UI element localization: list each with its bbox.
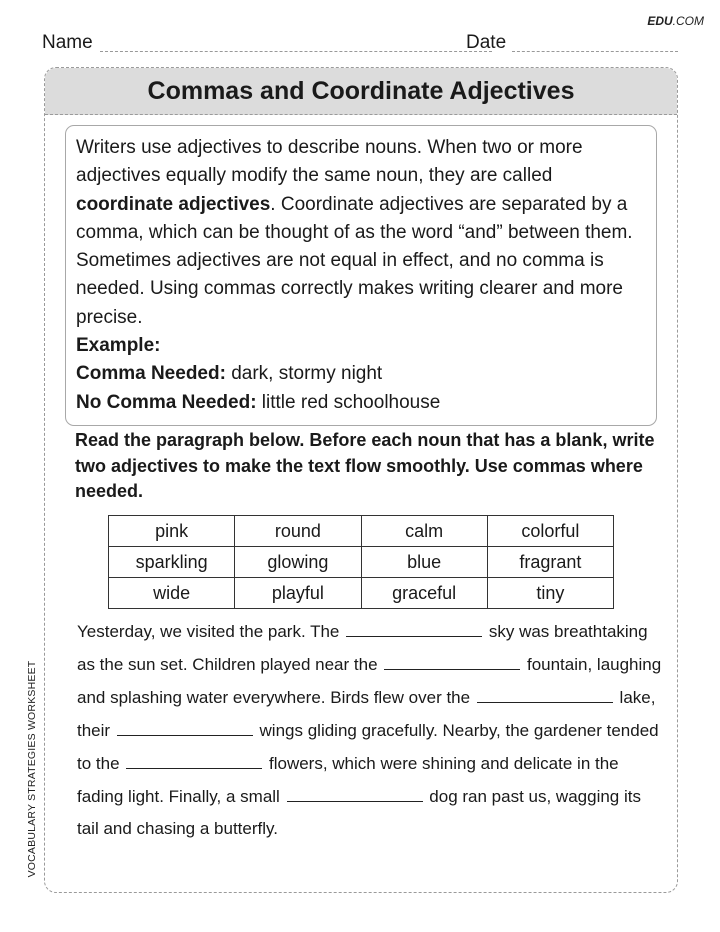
explanation-box — [65, 125, 657, 426]
page-title: Commas and Coordinate Adjectives — [147, 76, 575, 105]
no-comma-example — [76, 389, 646, 417]
word-bank-cell: sparkling — [109, 547, 235, 578]
word-bank-cell: calm — [361, 516, 487, 547]
intro-text-1: Writers use adjectives to describe nouns. When two or more adjectives equally modify the same noun, they are called — [76, 137, 583, 187]
edu-logo — [647, 14, 704, 28]
date-field[interactable] — [512, 51, 678, 52]
explanation-text — [76, 134, 646, 332]
practice-paragraph — [77, 616, 667, 846]
date-label: Date — [466, 32, 507, 53]
word-bank-cell: graceful — [361, 578, 487, 609]
title-bar — [45, 68, 677, 115]
worksheet-category-sidebar — [24, 653, 40, 885]
word-bank-cell: wide — [109, 578, 235, 609]
paragraph-text: lake, their — [77, 687, 656, 740]
word-bank-cell: pink — [109, 516, 235, 547]
logo-brand: EDU — [647, 14, 673, 28]
paragraph-text: Yesterday, we visited the park. The — [77, 622, 345, 641]
answer-blank-2[interactable] — [384, 655, 520, 670]
word-bank-row — [109, 578, 614, 609]
word-bank-table — [108, 515, 614, 609]
example-heading — [76, 332, 646, 360]
no-comma-text: little red schoolhouse — [256, 391, 441, 413]
word-bank-cell: round — [235, 516, 361, 547]
answer-blank-3[interactable] — [477, 688, 613, 703]
word-bank-row — [109, 516, 614, 547]
intro-text-2: . Coordinate adjectives are separated by a comma, which can be thought of as the word “and” between them. Sometimes adjectives are not equal in effect, and no comma is needed. Using commas correctly makes writing clearer and more precise. — [76, 193, 633, 328]
name-field[interactable] — [100, 51, 492, 52]
name-label: Name — [42, 32, 93, 53]
comma-needed-example — [76, 360, 646, 388]
example-label: Example: — [76, 335, 161, 357]
paragraph-text: dog ran past us, wagging its tail and chasing a butterfly. — [77, 786, 641, 839]
word-bank-cell: glowing — [235, 547, 361, 578]
worksheet-card — [44, 67, 678, 893]
comma-needed-label: Comma Needed: — [76, 363, 226, 385]
paragraph-text: flowers, which were shining and delicate in the fading light. Finally, a small — [77, 753, 619, 806]
word-bank-cell: tiny — [487, 578, 613, 609]
word-bank-cell: colorful — [487, 516, 613, 547]
key-term: coordinate adjectives — [76, 193, 271, 215]
answer-blank-5[interactable] — [126, 754, 262, 769]
answer-blank-6[interactable] — [287, 787, 423, 802]
word-bank-cell: playful — [235, 578, 361, 609]
answer-blank-4[interactable] — [117, 721, 253, 736]
sidebar-label: VOCABULARY STRATEGIES WORKSHEET — [26, 660, 38, 878]
instructions: Read the paragraph below. Before each noun that has a blank, write two adjectives to make the text flow smoothly. Use commas where needed. — [75, 430, 655, 501]
logo-suffix: .COM — [672, 14, 704, 28]
name-date-row — [42, 32, 678, 54]
word-bank-cell: blue — [361, 547, 487, 578]
answer-blank-1[interactable] — [346, 622, 482, 637]
paragraph-text: wings gliding gracefully. Nearby, the gardener tended to the — [77, 720, 659, 773]
paragraph-text: sky was breathtaking as the sun set. Children played near the — [77, 622, 648, 674]
no-comma-label: No Comma Needed: — [76, 391, 257, 413]
paragraph-text: fountain, laughing and splashing water everywhere. Birds flew over the — [77, 654, 662, 707]
word-bank-row — [109, 547, 614, 578]
comma-needed-text: dark, stormy night — [225, 363, 383, 385]
word-bank-cell: fragrant — [487, 547, 613, 578]
